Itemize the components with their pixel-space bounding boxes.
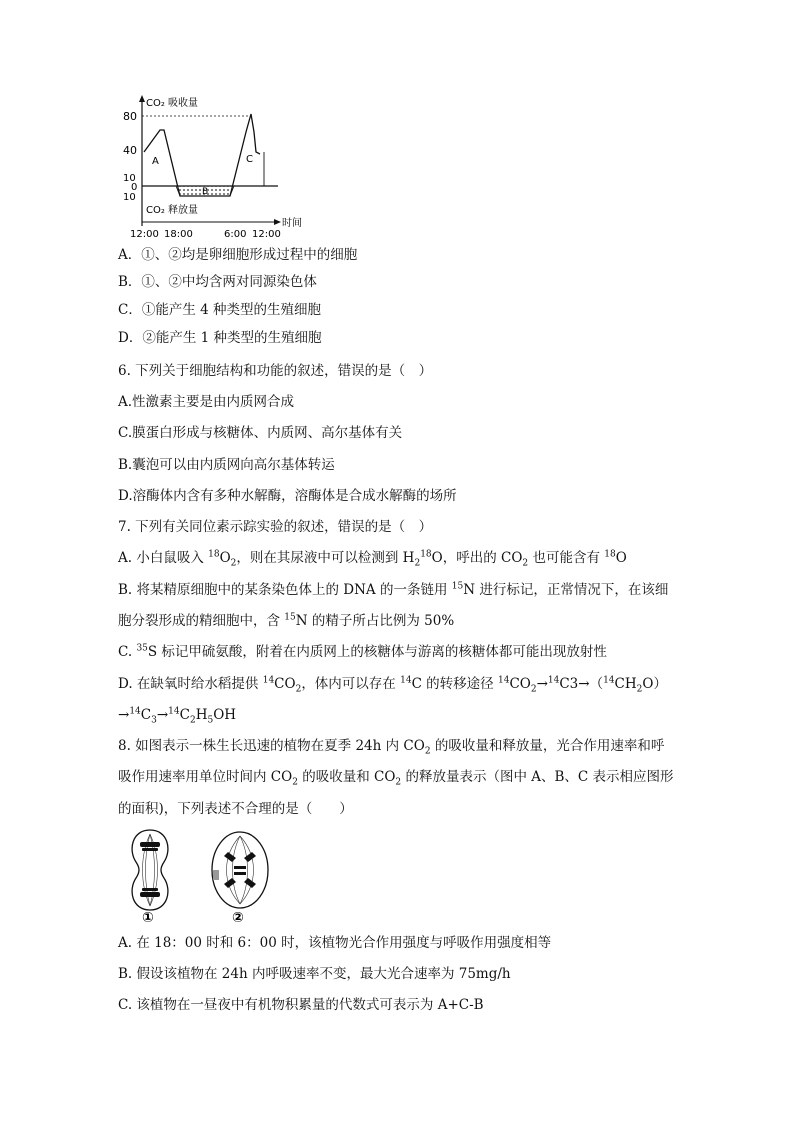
cell-1-chromosomes: [140, 842, 160, 897]
co2-graph: [118, 92, 318, 240]
q7-stem: 7. 下列有关同位素示踪实验的叙述，错误的是（ ）: [118, 519, 433, 535]
region-label-c: C: [246, 154, 253, 165]
x-tick-1200-end: 12:00: [252, 229, 281, 240]
x-tick-1800: 18:00: [164, 229, 193, 240]
q6-stem: 6. 下列关于细胞结构和功能的叙述，错误的是（ ）: [118, 363, 433, 379]
time-axis-arrow: [274, 219, 281, 225]
q5-option-c: C．①能产生 4 种类型的生殖细胞: [118, 302, 322, 318]
q8-stem-line3: 的面积)，下列表述不合理的是（ ）: [118, 801, 353, 817]
q6-option-d: D.溶酶体内含有多种水解酶，溶酶体是合成水解酶的场所: [118, 488, 457, 504]
q6-option-b: B.囊泡可以由内质网向高尔基体转运: [118, 457, 335, 473]
q7-option-d-line2: $\to^{14}C_3\to^{14}C_2H_5OH$: [118, 706, 237, 726]
region-label-b: B: [202, 187, 209, 197]
q5-option-a: A．①、②均是卵细胞形成过程中的细胞: [118, 247, 358, 263]
y-tick-0: 0: [131, 182, 138, 193]
cell-2-shaded-mark: [213, 870, 219, 880]
y-label-release: CO₂ 释放量: [146, 205, 199, 216]
q8-option-a: A. 在 18：00 时和 6：00 时，该植物光合作用强度与呼吸作用强度相等: [118, 935, 552, 951]
y-tick-10-bottom: 10: [123, 192, 136, 203]
q8-stem-line2: 吸作用速率用单位时间内 $CO_2$ 的吸收量和 $CO_2$ 的释放量表示（图中 A、B、C 表示相应图形: [118, 769, 674, 788]
cell-2-outline: [212, 832, 268, 908]
cell-2-spindle: [227, 836, 254, 904]
q7-option-b-line1: B. 将某精原细胞中的某条染色体上的 DNA 的一条链用 $^{15}$N 进行标记，正常情况下，在该细: [118, 581, 669, 598]
y-tick-40: 40: [123, 144, 137, 157]
cell-2-chromosomes: [224, 852, 256, 888]
q7-option-b-line2: 胞分裂形成的精细胞中，含 $^{15}$N 的精子所占比例为 50%: [118, 612, 455, 629]
y-tick-80: 80: [123, 110, 137, 123]
x-label-time: 时间: [282, 218, 302, 229]
x-tick-600: 6:00: [224, 229, 247, 240]
q7-option-d-line1: D. 在缺氧时给水稻提供 $^{14}CO_2$，体内可以存在 $^{14}$C 的转移途径 $^{14}CO_2\to^{14}C3\to(^{14}CH_2O)$: [118, 675, 667, 695]
q5-option-b: B．①、②中均含两对同源染色体: [118, 274, 317, 290]
q8-stem-line1: 8. 如图表示一株生长迅速的植物在夏季 24h 内 $CO_2$ 的吸收量和释放量，光合作用速率和呼: [118, 738, 665, 757]
q6-option-a: A.性激素主要是由内质网合成: [118, 394, 295, 410]
cell-label-2: ②: [232, 910, 244, 922]
cell-label-1: ①: [142, 910, 154, 922]
q7-option-a: A. 小白鼠吸入 $^{18}O_2$，则在其尿液中可以检测到 $H_2^{18}O$，呼出的 $CO_2$ 也可能含有 $^{18}$O: [118, 549, 627, 569]
q5-option-d: D．②能产生 1 种类型的生殖细胞: [118, 330, 322, 346]
co2-curve: [144, 114, 260, 196]
y-axis-arrow: [139, 95, 145, 102]
y-label-absorb: CO₂ 吸收量: [146, 98, 199, 109]
q7-option-c: C. $^{35}$S 标记甲硫氨酸，附着在内质网上的核糖体与游离的核糖体都可能出现放射性: [118, 643, 607, 660]
q8-option-b: B. 假设该植物在 24h 内呼吸速率不变，最大光合速率为 75mg/h: [118, 966, 511, 982]
y-tick-10-top: 10: [123, 173, 136, 184]
cell-division-figures: [118, 826, 298, 922]
q6-option-c: C.膜蛋白形成与核糖体、内质网、高尔基体有关: [118, 425, 403, 441]
x-tick-1200-start: 12:00: [130, 229, 159, 240]
q8-option-c: C. 该植物在一昼夜中有机物积累量的代数式可表示为 A+C-B: [118, 997, 484, 1013]
region-label-a: A: [152, 156, 159, 167]
